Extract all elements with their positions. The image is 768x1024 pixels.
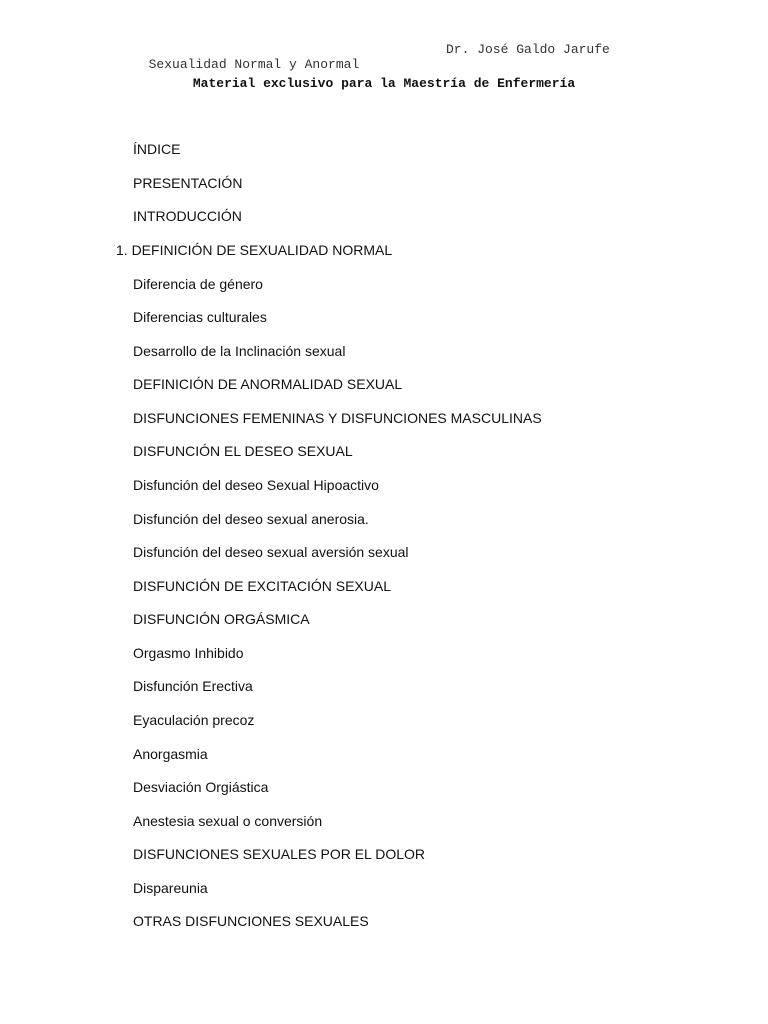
toc-item: 1. DEFINICIÓN DE SEXUALIDAD NORMAL xyxy=(116,242,393,258)
toc-item: Disfunción Erectiva xyxy=(133,678,253,694)
toc-item: Desarrollo de la Inclinación sexual xyxy=(133,343,346,359)
toc-item: Eyaculación precoz xyxy=(133,712,255,728)
toc-item: Diferencia de género xyxy=(133,276,263,292)
toc-item: DISFUNCIONES SEXUALES POR EL DOLOR xyxy=(133,846,425,862)
toc-item: Dispareunia xyxy=(133,880,208,896)
document-subtitle: Material exclusivo para la Maestría de Enfermería xyxy=(192,76,576,91)
header-title: Sexualidad Normal y Anormal xyxy=(148,57,360,72)
toc-item: DISFUNCIÓN EL DESEO SEXUAL xyxy=(133,443,353,459)
toc-item: OTRAS DISFUNCIONES SEXUALES xyxy=(133,913,369,929)
toc-item: INTRODUCCIÓN xyxy=(133,208,242,224)
toc-item: DISFUNCIONES FEMENINAS Y DISFUNCIONES MASCULINAS xyxy=(133,410,542,426)
header-author: Dr. José Galdo Jarufe xyxy=(446,42,610,57)
toc-item: Anestesia sexual o conversión xyxy=(133,813,323,829)
toc-item: Orgasmo Inhibido xyxy=(133,645,244,661)
toc-item: DISFUNCIÓN DE EXCITACIÓN SEXUAL xyxy=(133,578,392,594)
toc-item: ÍNDICE xyxy=(133,141,181,157)
toc-item: Anorgasmia xyxy=(133,746,208,762)
toc-item: Disfunción del deseo sexual aversión sexual xyxy=(133,544,409,560)
toc-item: DISFUNCIÓN ORGÁSMICA xyxy=(133,611,310,627)
toc-item: Diferencias culturales xyxy=(133,309,267,325)
toc-item: Disfunción del deseo Sexual Hipoactivo xyxy=(133,477,379,493)
toc-item: DEFINICIÓN DE ANORMALIDAD SEXUAL xyxy=(133,376,403,392)
toc-item: PRESENTACIÓN xyxy=(133,175,243,191)
toc-item: Disfunción del deseo sexual anerosia. xyxy=(133,511,369,527)
toc-item: Desviación Orgiástica xyxy=(133,779,269,795)
